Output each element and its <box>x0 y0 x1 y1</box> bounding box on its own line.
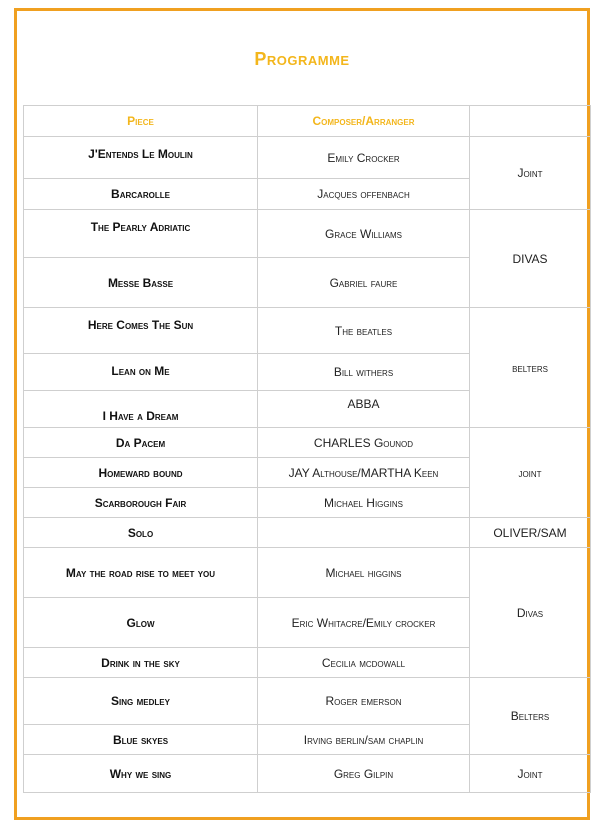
piece-cell: J'Entends Le Moulin <box>24 137 258 179</box>
composer-cell: Michael Higgins <box>258 488 470 518</box>
composer-cell: Greg Gilpin <box>258 755 470 793</box>
composer-cell: Bill withers <box>258 354 470 391</box>
table-row <box>24 137 591 179</box>
table-header-row <box>24 106 591 137</box>
composer-cell: ABBA <box>258 391 470 428</box>
piece-cell: Homeward bound <box>24 458 258 488</box>
composer-cell: Jacques offenbach <box>258 179 470 210</box>
group-cell: DIVAS <box>470 210 591 308</box>
composer-cell <box>258 518 470 548</box>
table-row <box>24 755 591 793</box>
table-row <box>24 308 591 354</box>
piece-cell: Here Comes The Sun <box>24 308 258 354</box>
programme-table <box>23 105 591 793</box>
piece-cell: Sing medley <box>24 678 258 725</box>
table-row <box>24 428 591 458</box>
composer-cell: JAY Althouse/MARTHA Keen <box>258 458 470 488</box>
composer-cell: Eric Whitacre/Emily crocker <box>258 598 470 648</box>
group-cell: Divas <box>470 548 591 678</box>
group-cell: Belters <box>470 678 591 755</box>
piece-cell: May the road rise to meet you <box>24 548 258 598</box>
piece-cell: Glow <box>24 598 258 648</box>
group-cell: Joint <box>470 137 591 210</box>
piece-cell: Messe Basse <box>24 258 258 308</box>
piece-cell: Barcarolle <box>24 179 258 210</box>
table-row <box>24 518 591 548</box>
piece-cell: Blue skyes <box>24 725 258 755</box>
group-cell: Joint <box>470 755 591 793</box>
group-cell: belters <box>470 308 591 428</box>
composer-cell: Michael higgins <box>258 548 470 598</box>
piece-cell: The Pearly Adriatic <box>24 210 258 258</box>
header-piece: Piece <box>24 106 258 137</box>
group-cell: joint <box>470 428 591 518</box>
group-cell: OLIVER/SAM <box>470 518 591 548</box>
composer-cell: Roger emerson <box>258 678 470 725</box>
page-title: Programme <box>254 49 350 69</box>
composer-cell: CHARLES Gounod <box>258 428 470 458</box>
composer-cell: Emily Crocker <box>258 137 470 179</box>
header-composer: Composer/Arranger <box>258 106 470 137</box>
piece-cell: Scarborough Fair <box>24 488 258 518</box>
piece-cell: Why we sing <box>24 755 258 793</box>
composer-cell: Gabriel faure <box>258 258 470 308</box>
table-row <box>24 210 591 258</box>
composer-cell: Cecilia mcdowall <box>258 648 470 678</box>
composer-cell: The beatles <box>258 308 470 354</box>
composer-cell: Irving berlin/sam chaplin <box>258 725 470 755</box>
table-row <box>24 548 591 598</box>
piece-cell: Drink in the sky <box>24 648 258 678</box>
piece-cell: Da Pacem <box>24 428 258 458</box>
piece-cell: I Have a Dream <box>24 391 258 428</box>
piece-cell: Solo <box>24 518 258 548</box>
composer-cell: Grace Williams <box>258 210 470 258</box>
header-group <box>470 106 591 137</box>
programme-page <box>14 8 590 820</box>
piece-cell: Lean on Me <box>24 354 258 391</box>
table-row <box>24 678 591 725</box>
